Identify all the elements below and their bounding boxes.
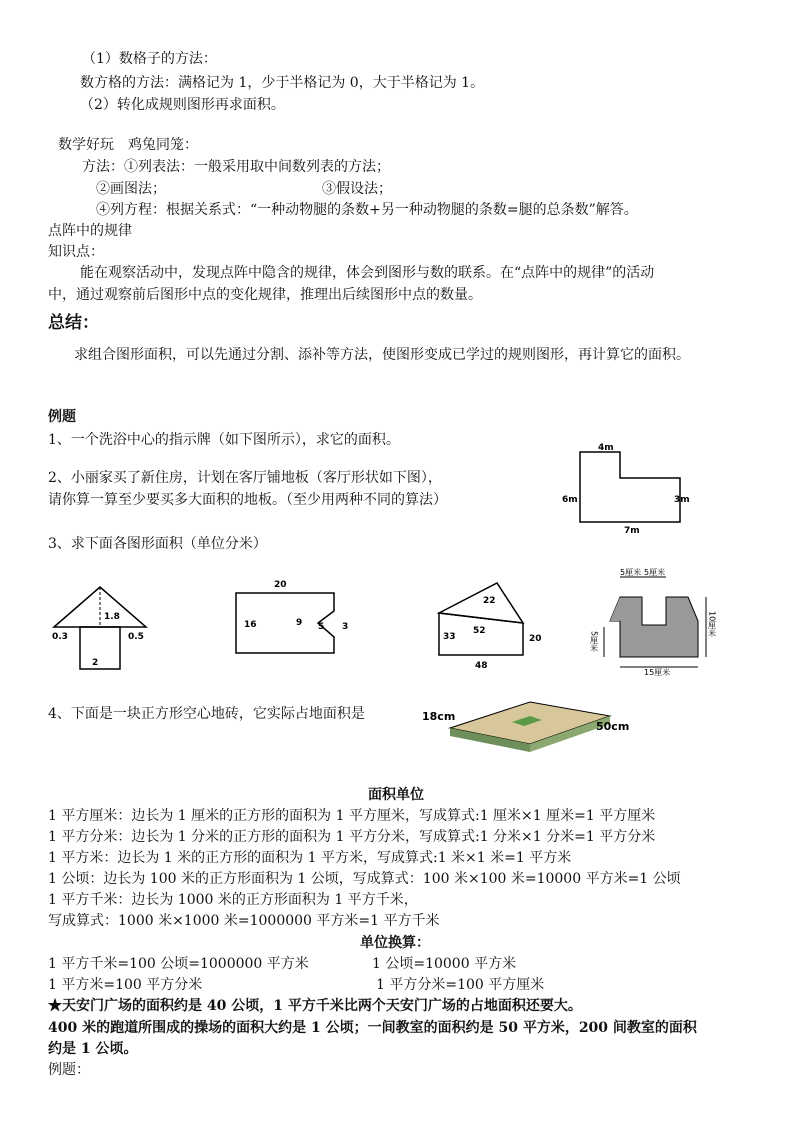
fun-method: 方法：①列表法：一般采用取中间数列表的方法； — [82, 159, 390, 175]
fun-title: 数学好玩 鸡兔同笼： — [58, 137, 198, 153]
fun-equation: ④列方程：根据关系式：“一种动物腿的条数+另一种动物腿的条数=腿的总条数”解答。 — [96, 202, 638, 218]
question-3: 3、求下面各图形面积（单位分米） — [48, 536, 267, 552]
house-bottom-label: 2 — [92, 658, 99, 668]
trap-right-label: 20 — [529, 634, 542, 644]
dots-title: 点阵中的规律 — [48, 223, 132, 239]
tile-inner-label: 18cm — [422, 710, 456, 723]
conversion-title: 单位换算： — [360, 935, 430, 951]
trap-left-label: 33 — [443, 632, 456, 642]
conversion-a: 1 平方千米=100 公顷=1000000 平方米 — [48, 956, 309, 972]
notch-tip-label: 3 — [342, 622, 349, 632]
fact-2a: 400 米的跑道所围成的操场的面积大约是 1 公顷；一间教室的面积约是 50 平方米，200 间教室的面积 — [48, 1020, 697, 1036]
house-height-label: 1.8 — [104, 612, 120, 622]
trapezoid-figure — [425, 575, 555, 670]
house-figure — [48, 585, 168, 675]
notch-left-label: 16 — [244, 620, 257, 630]
summary-text: 求组合图形面积，可以先通过分割、添补等方法，使图形变成已学过的规则图形，再计算它的面积。 — [74, 347, 690, 363]
room-left-label: 6m — [562, 495, 578, 505]
house-right-label: 0.5 — [128, 632, 144, 642]
notch-figure — [230, 573, 360, 663]
room-right-label: 3m — [674, 495, 690, 505]
unit-sq-km: 1 平方千米：边长为 1000 米的正方形面积为 1 平方千米， — [48, 892, 418, 908]
trap-mid-label: 52 — [473, 626, 486, 636]
unit-sq-cm: 1 平方厘米：边长为 1 厘米的正方形的面积为 1 平方厘米，写成算式:1 厘米×1 厘米=1 平方厘米 — [48, 808, 656, 824]
notch-inner-label: 5 — [318, 622, 325, 632]
conversion-c: 1 平方米=100 平方分米 — [48, 977, 203, 993]
method-transform: （2）转化成规则图形再求面积。 — [80, 97, 285, 113]
summary-title: 总结： — [48, 313, 99, 333]
fun-draw: ②画图法； — [96, 181, 166, 197]
method-count-grid: （1）数格子的方法： — [82, 51, 217, 67]
dots-knowledge: 知识点： — [48, 244, 104, 260]
u-side-label: 10厘米 — [707, 611, 717, 638]
notch-mid-label: 9 — [296, 618, 303, 628]
conversion-d: 1 平方分米=100 平方厘米 — [376, 977, 545, 993]
u-top-label-1: 5厘米 — [620, 568, 642, 577]
units-title: 面积单位 — [368, 787, 424, 803]
notch-top-label: 20 — [274, 580, 287, 590]
u-top-label-2: 5厘米 — [644, 568, 666, 577]
fun-assume: ③假设法； — [322, 181, 392, 197]
fact-2b: 约是 1 公顷。 — [48, 1041, 138, 1057]
u-shape-figure — [588, 563, 723, 681]
examples-title: 例题 — [48, 409, 76, 425]
u-base-label: 15厘米 — [644, 668, 671, 677]
room-bottom-label: 7m — [624, 526, 640, 535]
house-left-label: 0.3 — [52, 632, 68, 642]
tile-outer-label: 50cm — [596, 720, 630, 733]
unit-sq-m: 1 平方米：边长为 1 米的正方形的面积为 1 平方米，写成算式:1 米×1 米=1 平方米 — [48, 850, 572, 866]
fact-1: ★天安门广场的面积约是 40 公顷，1 平方千米比两个天安门广场的占地面积还要大。 — [48, 998, 582, 1014]
grid-rule: 数方格的方法：满格记为 1，少于半格记为 0，大于半格记为 1。 — [80, 75, 485, 91]
dots-paragraph-2: 中，通过观察前后图形中点的变化规律，推理出后续图形中点的数量。 — [48, 287, 482, 303]
room-top-label: 4m — [598, 443, 614, 453]
dots-paragraph-1: 能在观察活动中，发现点阵中隐含的规律，体会到图形与数的联系。在“点阵中的规律”的活动 — [80, 265, 655, 281]
unit-hectare: 1 公顷：边长为 100 米的正方形面积为 1 公顷，写成算式：100 米×100 米=10000 平方米=1 公顷 — [48, 871, 681, 887]
u-low-label: 5厘米 — [589, 631, 599, 653]
unit-sq-dm: 1 平方分米：边长为 1 分米的正方形的面积为 1 平方分米，写成算式:1 分米×1 分米=1 平方分米 — [48, 829, 656, 845]
question-1: 1、一个洗浴中心的指示牌（如下图所示），求它的面积。 — [48, 432, 400, 448]
question-4: 4、下面是一块正方形空心地砖，它实际占地面积是 — [48, 706, 365, 722]
example-label: 例题： — [48, 1062, 90, 1078]
question-2a: 2、小丽家买了新住房，计划在客厅铺地板（客厅形状如下图）， — [48, 470, 442, 486]
tile-figure — [420, 690, 650, 760]
trap-triangle-label: 22 — [483, 596, 496, 606]
room-figure — [558, 440, 698, 535]
conversion-b: 1 公顷=10000 平方米 — [372, 956, 517, 972]
unit-sq-km-formula: 写成算式：1000 米×1000 米=1000000 平方米=1 平方千米 — [48, 913, 440, 929]
trap-base-label: 48 — [475, 661, 488, 670]
question-2b: 请你算一算至少要买多大面积的地板。（至少用两种不同的算法） — [48, 492, 447, 508]
